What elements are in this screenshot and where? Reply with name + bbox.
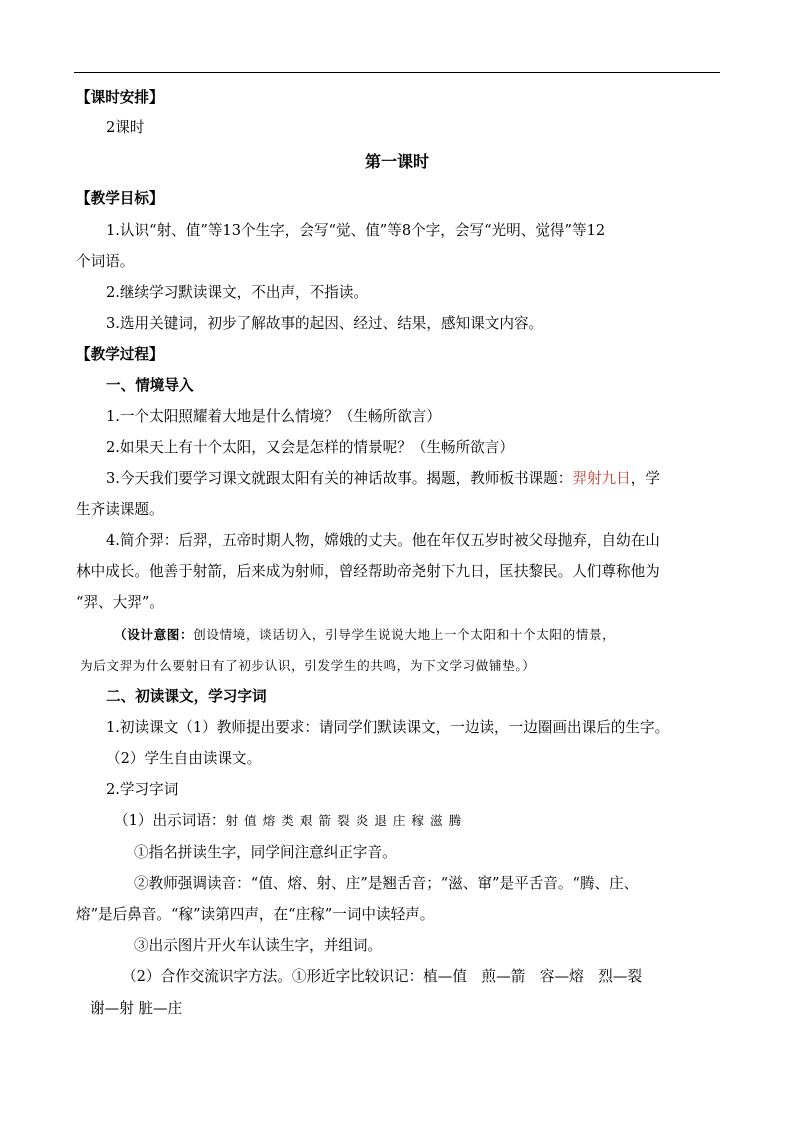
section-2-step-2-line-1: ②教师强调读音：“值、熔、射、庄”是翘舌音；“滋、窜”是平舌音。“腾、庄、: [134, 875, 639, 892]
section-1-paragraph-4-line-1: 4.简介羿：后羿，五帝时期人物，嫦娥的丈夫。他在年仅五岁时被父母抛弃，自幼在山: [106, 532, 660, 549]
lesson-title-highlight: 羿射九日: [572, 470, 631, 487]
design-note-line-2: 为后文羿为什么要射日有了初步认识，引发学生的共鸣，为下文学习做铺垫。）: [80, 658, 536, 673]
section-2-paragraph-5-line-1: （2）合作交流识字方法。①形近字比较识记：植—值 煎—箭 容—熔 烈—裂: [122, 968, 643, 985]
goal-item-1-line-2: 个词语。: [76, 253, 135, 270]
section-2-word-list: [114, 811, 467, 831]
section-2-paragraph-2: （2）学生自由读课文。: [106, 750, 262, 767]
process-heading: 【教学过程】: [76, 346, 164, 363]
schedule-value: 2课时: [106, 119, 145, 136]
goals-heading: 【教学目标】: [76, 190, 164, 207]
section-1-paragraph-1: 1.一个太阳照耀着大地是什么情境？（生畅所欲言）: [106, 408, 441, 425]
section-1-paragraph-2: 2.如果天上有十个太阳，又会是怎样的情景呢？（生畅所欲言）: [106, 439, 514, 456]
goal-item-3: 3.选用关键词，初步了解故事的起因、经过、结果，感知课文内容。: [106, 315, 544, 332]
section-2-paragraph-3: 2.学习字词: [106, 781, 179, 798]
word-list-label: （1）出示词语：: [114, 812, 226, 829]
section-2-step-2-line-2: 熔”是后鼻音。“稼”读第四声，在“庄稼”一词中读轻声。: [76, 906, 435, 923]
goal-item-2: 2.继续学习默读课文，不出声，不指读。: [106, 284, 369, 301]
paragraph-3-text: 3.今天我们要学习课文就跟太阳有关的神话故事。揭题，教师板书课题：: [106, 470, 573, 487]
section-2-paragraph-5-line-2: 谢—射 脏—庄: [90, 1000, 183, 1017]
header-rule: [74, 72, 720, 73]
lesson-title: 第一课时: [364, 152, 429, 171]
paragraph-3-tail: ，学: [630, 470, 660, 487]
section-1-paragraph-3-line-2: 生齐读课题。: [76, 501, 164, 518]
word-list-chars: 射值熔类艰箭裂炎退庄稼滋腾: [225, 813, 468, 828]
section-2-title: 二、初读课文，学习字词: [106, 688, 267, 705]
section-1-paragraph-3-line-1: [106, 469, 660, 489]
section-2-step-1: ①指名拼读生字，同学间注意纠正字音。: [134, 844, 397, 861]
design-note-line-1: [114, 625, 615, 645]
section-1-title: 一、情境导入: [106, 377, 194, 394]
goal-item-1-line-1: 1.认识“射、值”等13个生字，会写“觉、值”等8个字，会写“光明、觉得”等12: [106, 222, 606, 239]
design-note-text: 创设情境，谈话切入，引导学生说说大地上一个太阳和十个太阳的情景，: [193, 627, 616, 642]
section-1-paragraph-4-line-2: 林中成长。他善于射箭，后来成为射师，曾经帮助帝尧射下九日，匡扶黎民。人们尊称他为: [76, 563, 660, 580]
section-2-paragraph-1: 1.初读课文（1）教师提出要求：请同学们默读课文，一边读，一边圈画出课后的生字。: [106, 719, 670, 736]
schedule-heading: 【课时安排】: [76, 89, 164, 106]
section-1-paragraph-4-line-3: “羿、大羿”。: [76, 594, 164, 611]
design-note-label: （设计意图：: [114, 627, 194, 642]
section-2-step-3: ③出示图片开火车认读生字，并组词。: [134, 937, 383, 954]
